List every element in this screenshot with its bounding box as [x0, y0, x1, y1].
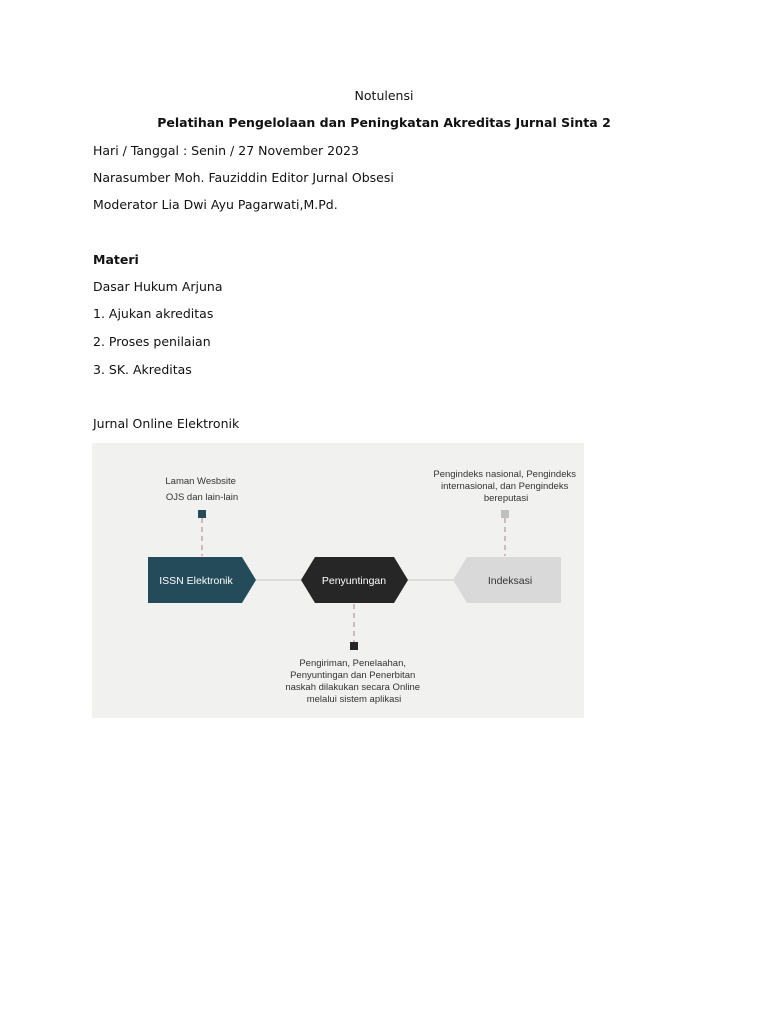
annotation-line: Penyuntingan dan Penerbitan — [290, 670, 416, 681]
speaker-line: Narasumber Moh. Fauziddin Editor Jurnal Obsesi — [93, 170, 394, 185]
annotation-line: melalui sistem aplikasi — [306, 694, 402, 705]
annotation-line: bereputasi — [483, 493, 529, 504]
indeksasi-node-label: Indeksasi — [487, 575, 533, 587]
annotation-line: Laman Wesbsite — [165, 476, 236, 487]
figure-caption: Jurnal Online Elektronik — [93, 416, 240, 431]
marker-square — [501, 510, 509, 518]
list-item: 2. Proses penilaian — [93, 334, 211, 349]
annotation-indeksasi — [433, 469, 578, 504]
annotation-line: internasional, dan Pengindeks — [441, 481, 569, 492]
issn-node-label: ISSN Elektronik — [159, 575, 233, 587]
marker-square — [350, 642, 358, 650]
document-title: Pelatihan Pengelolaan dan Peningkatan Akreditas Jurnal Sinta 2 — [157, 115, 611, 130]
moderator-line: Moderator Lia Dwi Ayu Pagarwati,M.Pd. — [93, 197, 338, 212]
penyuntingan-node-label: Penyuntingan — [321, 575, 387, 587]
annotation-line: naskah dilakukan secara Online — [285, 682, 421, 693]
subheading: Dasar Hukum Arjuna — [93, 279, 223, 294]
annotation-line: Pengindeks nasional, Pengindeks — [433, 469, 576, 480]
list-item: 3. SK. Akreditas — [93, 362, 192, 377]
list-item: 1. Ajukan akreditas — [93, 306, 214, 321]
date-line: Hari / Tanggal : Senin / 27 November 2023 — [93, 143, 359, 158]
marker-square — [198, 510, 206, 518]
annotation-penyuntingan — [285, 658, 422, 705]
process-diagram — [92, 443, 584, 718]
section-heading: Materi — [93, 252, 139, 267]
annotation-line: Pengiriman, Penelaahan, — [299, 658, 407, 669]
annotation-issn — [165, 476, 238, 503]
document-heading: Notulensi — [354, 88, 414, 103]
annotation-line: OJS dan lain-lain — [165, 492, 239, 503]
